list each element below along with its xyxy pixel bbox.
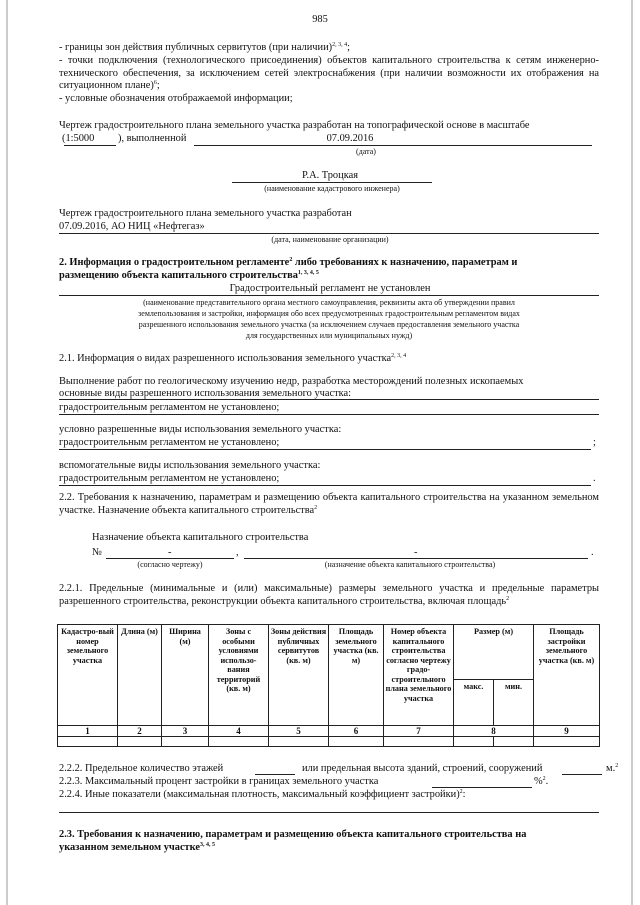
page-number: 985 [312,14,328,25]
purpose-number-dash: - [168,547,172,558]
purpose-title: Назначение объекта капитального строительства [92,532,309,543]
col-servitude-zones: Зоны действия публичных сервитутов (кв. м) [269,625,329,726]
drawing-completed-label: ), выполненной [118,133,187,144]
intro-item-2: - точки подключения (технологического присоединения) объектов капитального строительства к сетям инженерно-технического обеспечения, за исключением сетей электроснабжения (при наличии возможности их отображения на ситуационном плане)$^6$; [59,55,599,91]
main-uses-label: основные виды разрешенного использования земельного участка: [59,388,352,399]
developed-value: 07.09.2016, АО НИЦ «Нефтегаз» [59,221,205,232]
parameters-table [57,624,600,747]
col-number-5: 5 [269,726,329,737]
drawing-scale-text: Чертеж градостроительного плана земельного участка разработан на топографической основе в масштабе [59,120,530,131]
purpose-caption-left: (согласно чертежу) [137,560,203,569]
work-text: Выполнение работ по геологическому изучению недр, разработка месторождений полезных ископаемых [59,376,524,387]
drawing-scale-value: (1:5000 [62,133,95,144]
conditional-uses-end: ; [593,437,596,448]
intro-item-1: - границы зон действия публичных сервитутов (при наличии)$^{2, 3, 4}$; [59,42,350,53]
col-number-2: 2 [118,726,162,737]
regulation-caption-3: разрешенного использования земельного участка (за исключением случаев предоставления земельного участка [138,320,520,329]
col-number-3: 3 [162,726,209,737]
regulation-text: Градостроительный регламент не установлен [229,283,431,294]
purpose-comma: , [236,547,239,558]
section2-heading-line2: размещению объекта капитального строительства$^{1, 3, 4, 5}$ [59,270,319,281]
col-number-9: 9 [534,726,600,737]
main-uses-value: градостроительным регламентом не установлено; [59,402,280,413]
col-cadastral: Кадастро-вый номер земельного участка [58,625,118,726]
purpose-name-dash: - [414,547,418,558]
col-number-1: 1 [58,726,118,737]
col-built-area: Площадь застройки земельного участка (кв. м) [534,625,600,726]
purpose-period: . [591,547,594,558]
col-plot-area: Площадь земельного участка (кв. м) [329,625,384,726]
drawing-date: 07.09.2016 [326,133,374,144]
col-length: Длина (м) [118,625,162,726]
section222-height-label: или предельная высота зданий, строений, сооружений [302,763,543,774]
col-number-4: 4 [209,726,269,737]
scan-edge-left [6,0,8,905]
table-row [58,737,600,747]
col-number-8: 8 [454,726,534,737]
developed-label: Чертеж градостроительного плана земельного участка разработан [59,208,352,219]
col-size-min: мин. [494,680,534,726]
col-size: Размер (м) [454,625,534,680]
developed-caption: (дата, наименование организации) [271,235,389,244]
col-object-number: Номер объекта капитального строительства согласно чертежу градо-строительного плана земельного участка [384,625,454,726]
conditional-uses-value: градостроительным регламентом не установлено; [59,437,280,448]
section223-unit: %$^2$. [534,776,549,787]
engineer-name: Р.А. Троцкая [302,170,358,181]
conditional-uses-label: условно разрешенные виды использования земельного участка: [59,424,342,435]
col-special-zones: Зоны с особыми условиями использо-вания территорий (кв. м) [209,625,269,726]
col-number-6: 6 [329,726,384,737]
purpose-caption-right: (назначение объекта капитального строительства) [324,560,496,569]
regulation-caption-1: (наименование представительного органа местного самоуправления, реквизиты акта об утверждении правил [143,298,515,307]
engineer-caption: (наименование кадастрового инженера) [264,184,400,193]
table-number-row [58,726,600,737]
section223-label: 2.2.3. Максимальный процент застройки в границах земельного участка [59,776,379,787]
scan-edge-right [631,0,633,905]
auxiliary-uses-end: . [593,473,596,484]
table-header-row [58,625,600,680]
regulation-caption-4: для государственных или муниципальных нужд) [245,331,413,340]
regulation-caption-2: землепользования и застройки, информация обо всех предусмотренных градостроительным регламентом видах [138,309,520,318]
auxiliary-uses-value: градостроительным регламентом не установлено; [59,473,280,484]
col-size-max: макс. [454,680,494,726]
intro-item-3: - условные обозначения отображаемой информации; [59,93,293,104]
section21-heading: 2.1. Информация о видах разрешенного использования земельного участка$^{2, 3, 4}$ [59,353,407,364]
purpose-number-label: № [92,547,102,558]
col-width: Ширина (м) [162,625,209,726]
section23-heading-line2: указанном земельном участке$^{3, 4, 5}$ [59,842,216,853]
col-number-7: 7 [384,726,454,737]
drawing-date-caption: (дата) [356,147,376,156]
section22-heading: 2.2. Требования к назначению, параметрам и размещению объекта капитального строительства на указанном земельном участке. Назначение объекта капитального строительства$^2$ [59,492,599,516]
section222-floors-label: 2.2.2. Предельное количество этажей [59,763,224,774]
auxiliary-uses-label: вспомогательные виды использования земельного участка: [59,460,321,471]
section224-label: 2.2.4. Иные показатели (максимальная плотность, максимальный коэффициент застройки)$^2$: [59,789,466,800]
section221-heading: 2.2.1. Предельные (минимальные и (или) максимальные) размеры земельного участка и предельные параметры разрешенного строительства, реконструкции объекта капитального строительства, включая площадь$^2$ [59,583,599,607]
section222-unit: м.$^2$ [606,763,619,774]
section23-heading-line1: 2.3. Требования к назначению, параметрам и размещению объекта капитального строительства на [59,829,527,840]
section2-heading-line1: 2. Информация о градостроительном регламенте$^2$ либо требованиях к назначению, параметрам и [59,257,518,268]
